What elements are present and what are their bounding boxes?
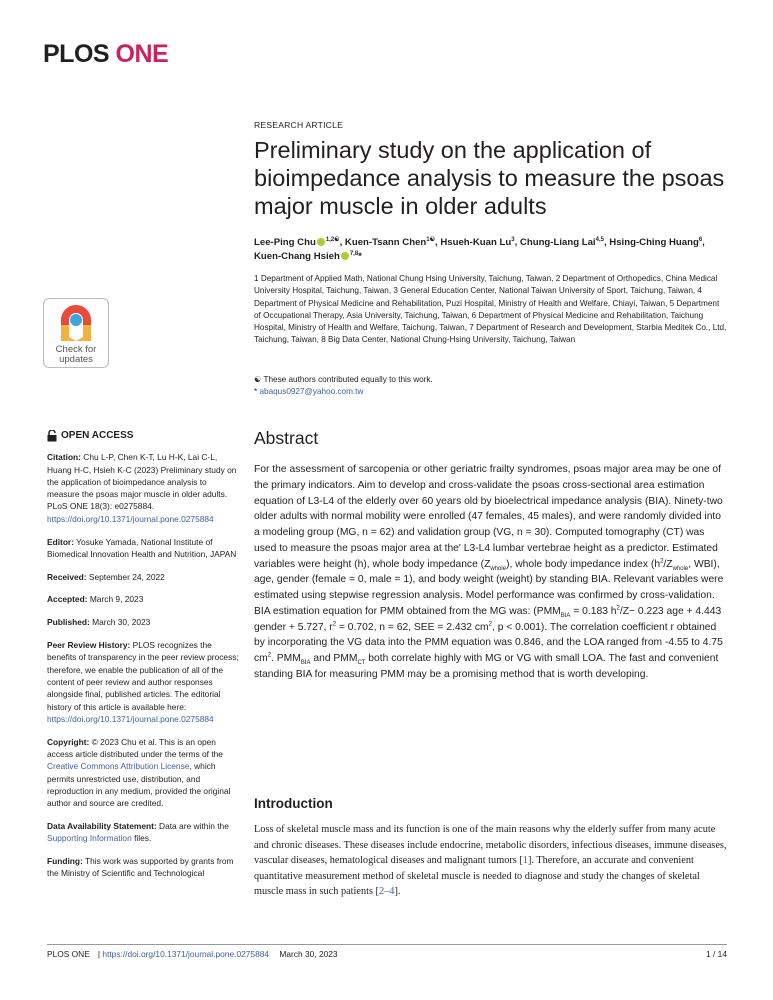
open-lock-icon bbox=[47, 430, 57, 442]
author-name[interactable]: Kuen-Tsann Chen bbox=[344, 237, 427, 248]
author-name[interactable]: Lee-Ping Chu bbox=[254, 237, 316, 248]
data-availability: Data Availability Statement: Data are within the Supporting Information files. bbox=[47, 820, 229, 844]
abstract-text: For the assessment of sarcopenia or other geriatric frailty syndromes, psoas major area may be one of the primary indicators. Aim to develop and cross-validate the psoas cross-sectional area estimation equation of L3-L4 of the elderly over 60 years old by bioelectrical impedance analysis (BIA). Ninety-two older adults with normal mobility were enrolled (47 females, 45 males), and were randomly divided into a modeling group (MG, n = 62) and validation group (VG, n = 30). Computed tomography (CT) was used to measure the psoas major area at the' L3-L4 lumbar vertebrae height as a predictor. Estimated variables were height (h), whole body impedance $(Z_{whole})$, whole body impedance index ($h^2/Z_{whole}$, WBI), age, gender (female = 0, male = 1), and body weight (weight) by standing BIA. Relevant variables were estimated using stepwise regression analysis. Model performance was confirmed by cross-validation. BIA estimation equation for PMM obtained from the MG was: ($PMM_{BIA} = 0.183$ $h^2/Z- 0.223$ age + 4.443 gender + 5.727, $r^2 = 0.702$, n = 62, SEE = 2.432 $cm^2$, p < 0.001). The correlation coefficient r obtained by incorporating the VG data into the PMM equation was 0.846, and the LOA ranged from -4.55 to 4.75 $cm^2$. $PMM_{BIA}$ and $PMM_{CT}$ both correlate highly with MG or VG with small LOA. The fast and convenient standing BIA for measuring PMM may be a promising method that is worth developing. bbox=[254, 464, 724, 680]
author-name[interactable]: Hsueh-Kuan Lu bbox=[440, 237, 512, 248]
editor: Editor: Yosuke Yamada, National Institute of Biomedical Innovation Health and Nutrition, JAPAN bbox=[47, 536, 237, 559]
supporting-information-link[interactable]: Supporting Information bbox=[47, 833, 132, 844]
funding: Funding: This work was supported by grants from the Ministry of Scientific and Technological bbox=[47, 856, 234, 879]
page-footer: PLOS ONE | https://doi.org/10.1371/journal.pone.0275884 March 30, 2023 1 / 14 bbox=[47, 944, 727, 959]
introduction-heading: Introduction bbox=[254, 796, 333, 811]
accepted-date: Accepted: March 9, 2023 bbox=[47, 594, 144, 605]
peer-review-history: Peer Review History: PLOS recognizes the benefits of transparency in the peer review process; therefore, we enable the publication of all of the content of peer review and author responses alongside final, published articles. The editorial history of this article is available here: https://doi.org/10.1371/journal.pone.0275884 bbox=[47, 640, 239, 724]
orcid-icon[interactable] bbox=[317, 238, 325, 246]
corresponding-email: * abaqus0927@yahoo.com.tw bbox=[254, 387, 364, 397]
peer-review-link[interactable]: https://doi.org/10.1371/journal.pone.0275884 bbox=[47, 713, 214, 724]
author-name[interactable]: Kuen-Chang Hsieh bbox=[254, 250, 340, 262]
open-access-label: OPEN ACCESS bbox=[47, 430, 240, 442]
author-list: Lee-Ping Chu $^{1,2☯}$, Kuen-Tsann Chen$^{1☯}$, Hsueh-Kuan Lu$^3$, Chung-Liang Lai$^{4,5}$, Hsing-Ching Huang$^6$, Kuen-Chang Hsieh $^{7,8}$* bbox=[254, 236, 705, 262]
page-number: 1 / 14 bbox=[706, 949, 727, 959]
crossmark-icon bbox=[59, 303, 93, 343]
footer-doi-link[interactable]: https://doi.org/10.1371/journal.pone.0275884 bbox=[102, 949, 270, 959]
author-name[interactable]: Chung-Liang Lai bbox=[519, 237, 596, 248]
footer-journal: PLOS ONE bbox=[47, 949, 90, 959]
received-date: Received: September 24, 2022 bbox=[47, 571, 165, 582]
orcid-icon[interactable] bbox=[341, 252, 349, 260]
copyright: Copyright: © 2023 Chu et al. This is an open access article distributed under the terms of the Creative Commons Attribution License, which permits unrestricted use, distribution, and reproduction in any medium, provided the original author and source are credited. bbox=[47, 736, 231, 809]
citation: Citation: Chu L-P, Chen K-T, Lu H-K, Lai C-L, Huang H-C, Hsieh K-C (2023) Preliminary study on the application of bioimpedance analysis to measure the psoas major muscle in older adults. PLoS ONE 18(3): e0275884. https://doi.org/10.1371/journal.pone.0275884 bbox=[47, 452, 237, 524]
article-type: RESEARCH ARTICLE bbox=[254, 120, 344, 130]
article-title: Preliminary study on the application of bioimpedance analysis to measure the psoas major muscle in older adults bbox=[254, 137, 725, 219]
reference-link[interactable]: 2–4 bbox=[378, 886, 395, 897]
citation-doi-link[interactable]: https://doi.org/10.1371/journal.pone.0275884 bbox=[47, 513, 214, 524]
email-link[interactable]: abaqus0927@yahoo.com.tw bbox=[259, 387, 364, 397]
check-for-updates-badge[interactable]: Check for updates bbox=[43, 298, 109, 368]
license-link[interactable]: Creative Commons Attribution License bbox=[47, 761, 190, 772]
footer-date: March 30, 2023 bbox=[279, 949, 338, 959]
article-info-sidebar bbox=[47, 430, 240, 890]
introduction-text: Loss of skeletal muscle mass and its function is one of the main reasons why the elderly suffer from many acute and chronic diseases. These diseases include endocrine, metabolic disorders, infectious diseases, immune diseases, vascular diseases, hematological diseases and malignant tumors [1]. Therefore, an accurate and convenient quantitative measurement method of skeletal muscle is needed to diagnose and study the changes of skeletal muscle mass in such patients [2–4]. bbox=[254, 824, 727, 897]
reference-link[interactable]: 1 bbox=[522, 855, 528, 866]
published-date: Published: March 30, 2023 bbox=[47, 617, 151, 628]
equal-contribution-note: ☯ These authors contributed equally to this work. bbox=[254, 375, 433, 384]
affiliations: 1 Department of Applied Math, National Chung Hsing University, Taichung, Taiwan, 2 Department of Orthopedics, China Medical University Hospital, Taichung, Taiwan, 3 General Education Center, National Taiwan University of Sport, Taichung, Taiwan, 4 Department of Physical Medicine and Rehabilitation, Puzi Hospital, Ministry of Health and Welfare, Chiayi, Taiwan, 5 Department of Occupational Therapy, Asia University, Taichung, Taiwan, 6 Department of Physical Medicine and Rehabilitation, Taichung Hospital, Ministry of Health and Welfare, Taichung, Taiwan, 7 Department of Research and Development, Starbia Meditek Co., Ltd, Taichung, Taiwan, 8 Big Data Center, National Chung-Hsing University, Taichung, Taiwan bbox=[254, 274, 727, 345]
author-notes bbox=[254, 374, 728, 399]
journal-logo[interactable]: PLOS ONE bbox=[43, 40, 169, 68]
author-name[interactable]: Hsing-Ching Huang bbox=[609, 237, 699, 248]
abstract-heading: Abstract bbox=[254, 428, 319, 448]
